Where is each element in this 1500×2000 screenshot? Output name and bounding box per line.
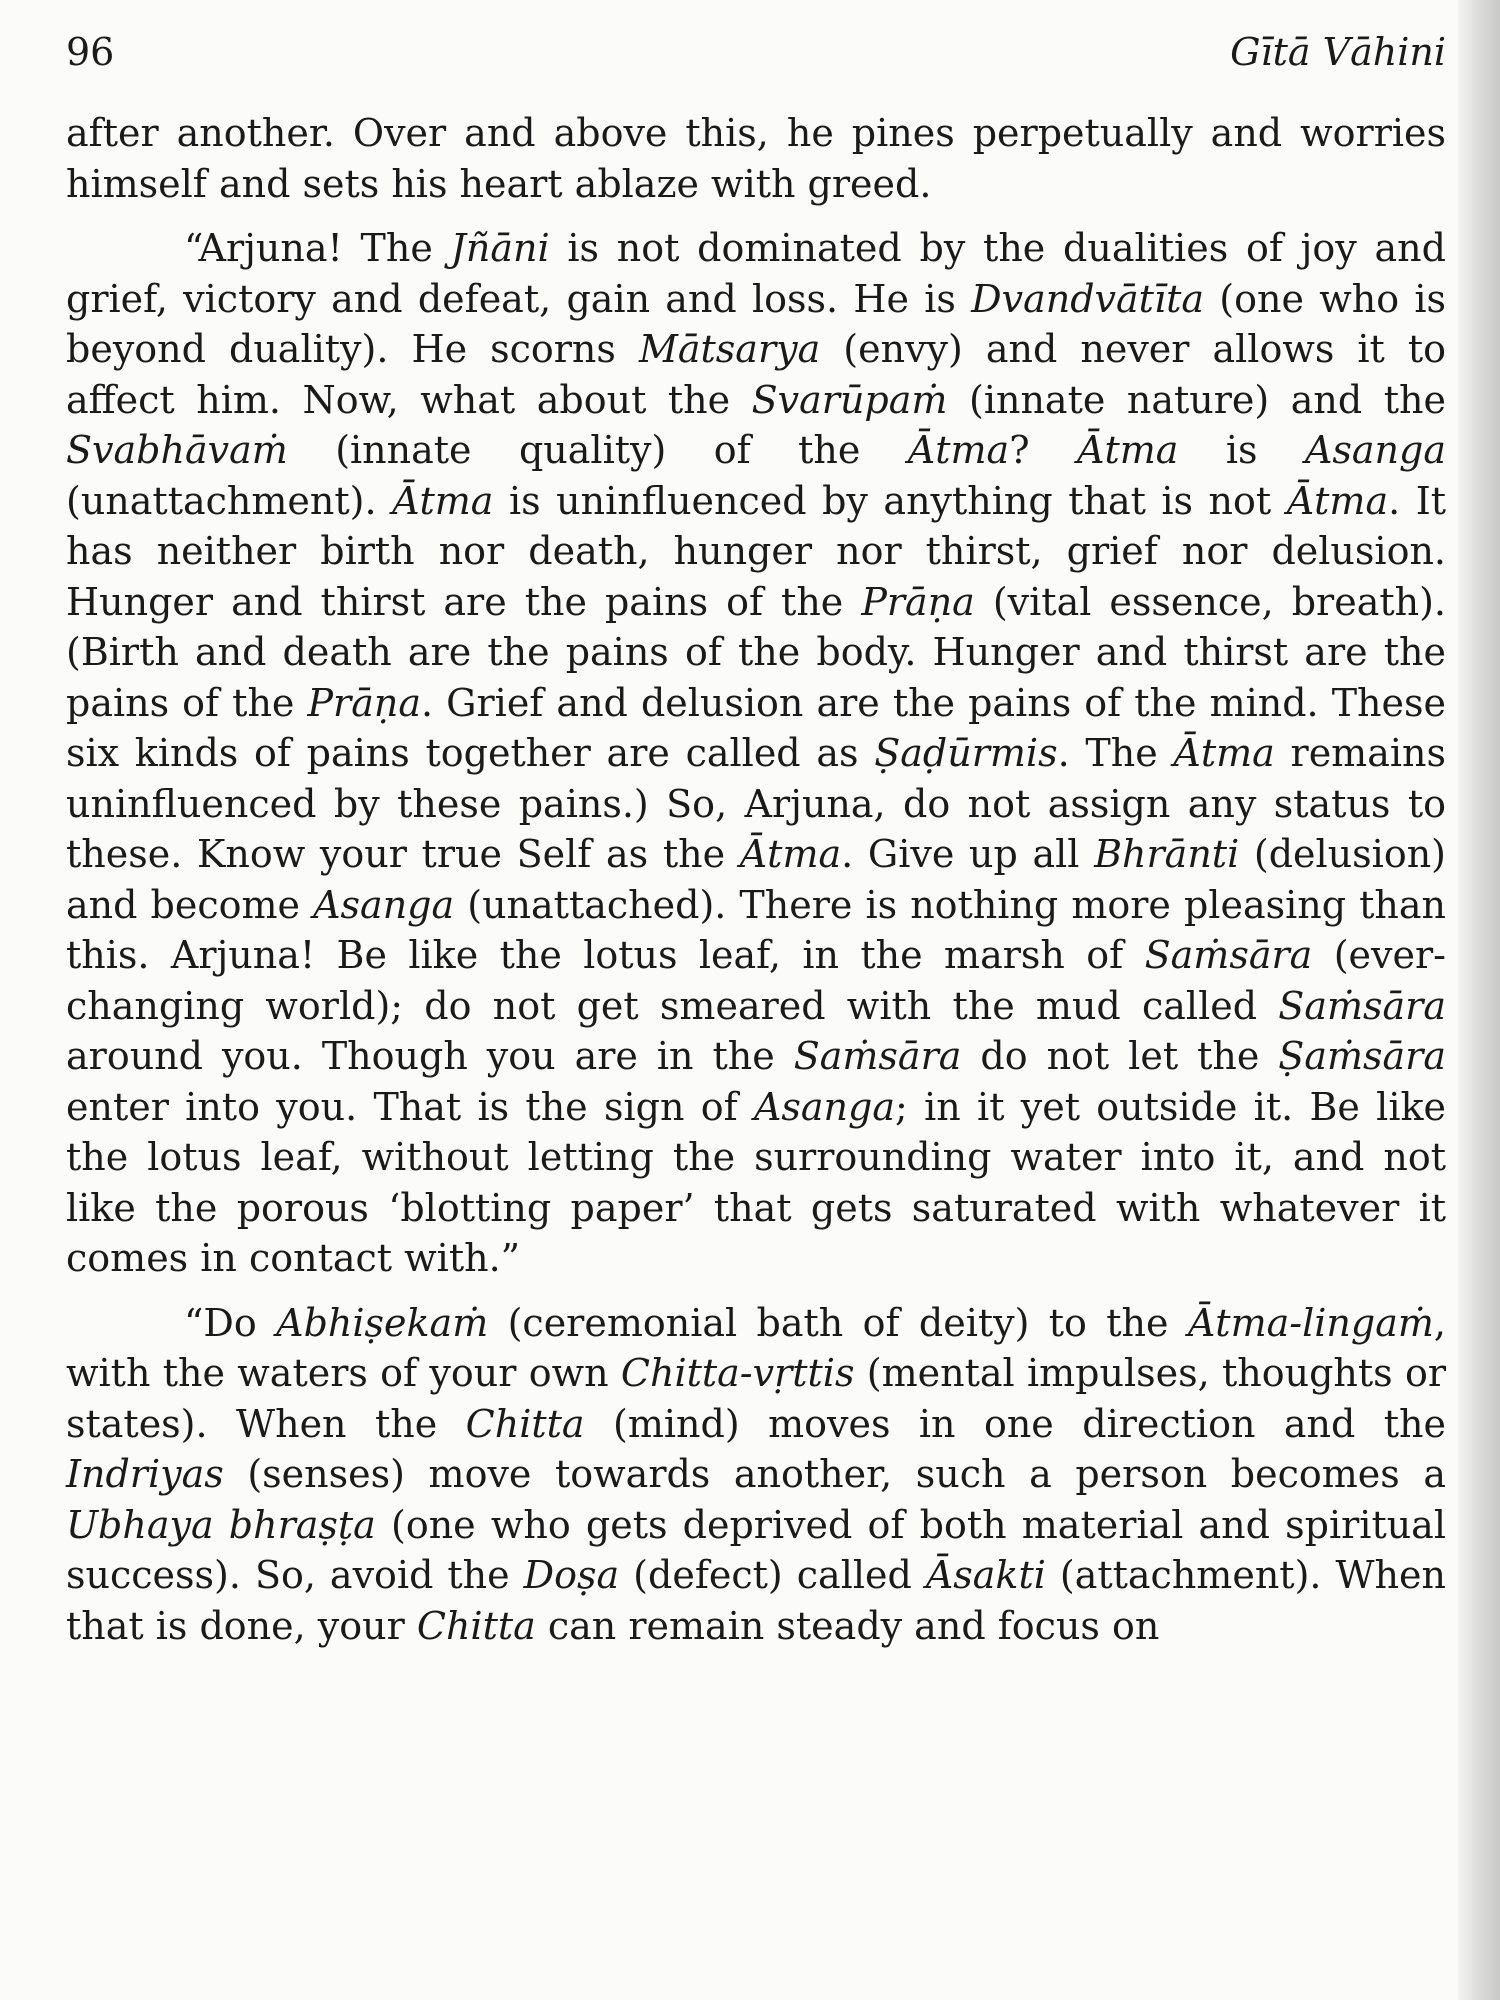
text-run: is [1178,428,1305,472]
italic-term: Ātma [1077,428,1179,472]
italic-term: Ubhaya bhraṣṭa [66,1502,376,1547]
text-run: (defect) called [619,1553,926,1597]
text-run: (one who gets deprived of both material and spiritual success). So, avoid the [66,1502,1446,1597]
text-run: remains uninfluenced by these pains.) So, Arjuna, do not assign any status to these. Know your true Self as the [66,731,1446,876]
italic-term: Āsakti [925,1553,1046,1597]
page-header [66,30,1446,80]
italic-term: Prāṇa [861,579,975,624]
body-text [66,108,1446,1651]
italic-term: Ṣaṁsāra [1278,1034,1446,1078]
text-run: do not let the [961,1034,1279,1078]
text-run: (one who is beyond duality). He scorns [66,276,1446,371]
italic-term: Svabhāvaṁ [66,428,288,472]
italic-term: Chitta [465,1401,585,1446]
text-run: (ceremonial bath of deity) to the [488,1300,1188,1345]
text-run: around you. Though you are in the [66,1034,794,1078]
italic-term: Saṁsāra [1144,933,1313,977]
italic-term: Chitta [416,1603,536,1648]
text-run: (unattachment). [66,478,393,523]
text-run: (ever-changing world); do not get smeared with the mud called [66,933,1446,1028]
italic-term: Ṣaḍūrmis [874,731,1058,775]
italic-term: Asanga [753,1084,896,1129]
italic-term: Svarūpaṁ [751,377,948,422]
text-run: ; in it yet outside it. Be like the lotus leaf, without letting the surrounding water into it, and not like the porous ‘blotting paper’ that gets saturated with whatever it comes in contact with.” [66,1084,1446,1280]
text-run: (innate quality) of the [287,428,908,472]
text-run: “Do [184,1300,277,1345]
page-gutter-shadow [1458,0,1500,2000]
text-run: (attachment). When that is done, your [66,1553,1446,1648]
text-run: after another. Over and above this, he pines perpetually and worries himself and sets his heart ablaze with greed. [66,111,1446,206]
text-run: enter into you. That is the sign of [66,1084,754,1129]
italic-term: Dvandvātīta [971,276,1205,321]
page-number: 96 [66,30,115,74]
text-run: (innate nature) and the [947,377,1446,422]
text-run: (delusion) and become [66,832,1446,927]
paragraph [66,108,1446,209]
text-run: (mind) moves in one direction and the [584,1401,1447,1446]
italic-term: Mātsarya [638,327,821,371]
text-run: . Grief and delusion are the pains of the mind. These six kinds of pains together are called as [66,680,1446,775]
italic-term: Ātma [1173,731,1275,775]
italic-term: Ātma [739,832,842,876]
text-run: (senses) move towards another, such a person becomes a [223,1452,1446,1496]
text-run: (unattached). There is nothing more pleasing than this. Arjuna! Be like the lotus leaf, in the marsh of [66,882,1446,977]
text-run: . It has neither birth nor death, hunger nor thirst, grief nor delusion. Hunger and thirst are the pains of the [66,478,1446,624]
italic-term: Saṁsāra [1278,983,1446,1028]
text-run: (vital essence, breath). (Birth and death are the pains of the body. Hunger and thirst are the pains of the [66,579,1446,725]
text-run: . Give up all [841,832,1095,876]
italic-term: Doṣa [523,1553,620,1597]
italic-term: Saṁsāra [793,1034,962,1078]
text-run: . The [1057,731,1174,775]
text-run: “Arjuna! The [184,226,451,270]
running-head-title: Gītā Vāhini [1230,30,1446,74]
text-run: can remain steady and focus on [535,1603,1160,1648]
paragraph [66,1298,1446,1652]
text-run: , with the waters of your own [66,1300,1446,1395]
paragraph [66,223,1446,1284]
italic-term: Ātma [1286,478,1389,523]
text-run: (mental impulses, thoughts or states). When the [66,1351,1446,1446]
italic-term: Chitta-vṛttis [620,1351,855,1395]
italic-term: Asanga [1304,428,1447,472]
italic-term: Bhrānti [1094,832,1240,876]
italic-term: Indriyas [66,1452,224,1496]
italic-term: Ātma [907,428,1010,472]
italic-term: Abhiṣekaṁ [276,1300,489,1345]
text-run: is not dominated by the dualities of joy and grief, victory and defeat, gain and loss. He is [66,226,1446,321]
italic-term: Ātma [392,478,494,523]
text-run: (envy) and never allows it to affect him. Now, what about the [66,327,1446,422]
text-run: ? [1009,428,1078,472]
italic-term: Jñāni [450,226,550,270]
italic-term: Prāṇa [307,680,421,725]
text-run: is uninfluenced by anything that is not [493,478,1287,523]
italic-term: Asanga [313,882,455,927]
italic-term: Ātma-lingaṁ [1187,1300,1434,1345]
